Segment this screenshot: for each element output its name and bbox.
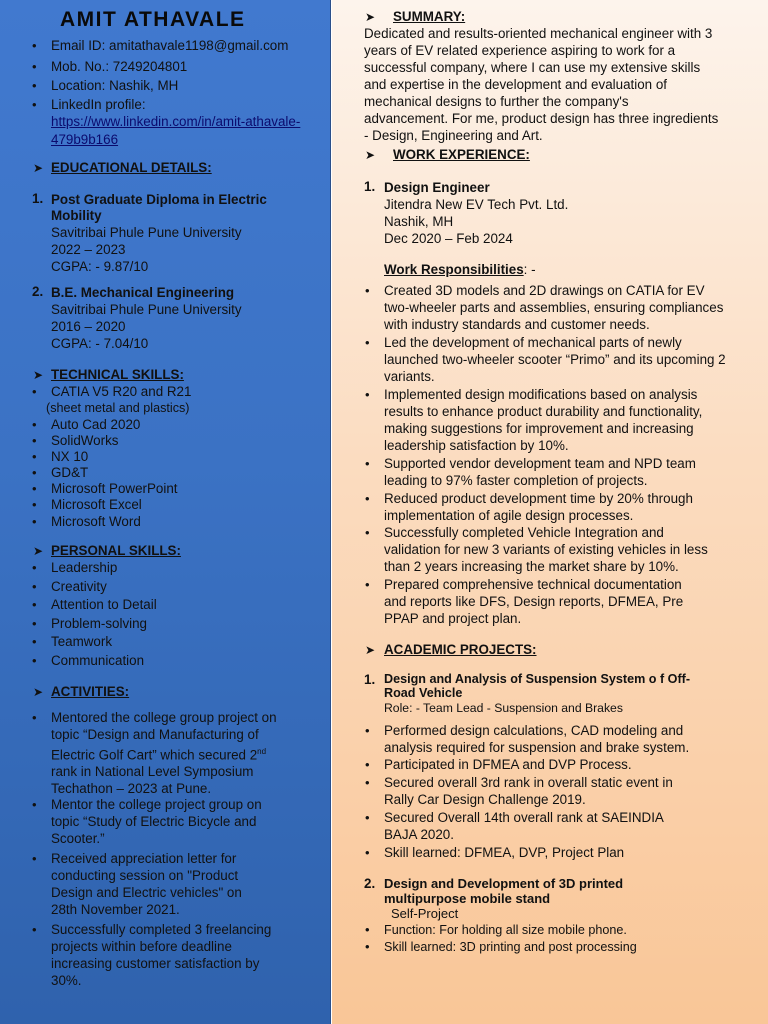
project-1-number: 1. bbox=[364, 672, 376, 687]
activity-1-line: • Mentored the college group project on bbox=[51, 710, 277, 725]
contact-location: • Location: Nashik, MH bbox=[51, 77, 178, 94]
personal-item: • Communication bbox=[51, 652, 144, 669]
personal-heading: PERSONAL SKILLS: bbox=[51, 543, 181, 558]
education-heading: EDUCATIONAL DETAILS: bbox=[51, 160, 212, 175]
activity-1-sup: nd bbox=[257, 747, 267, 756]
r2-line: launched two-wheeler scooter “Primo” and its upcoming 2 bbox=[384, 352, 726, 367]
r6-line: • Successfully completed Vehicle Integration and bbox=[384, 525, 664, 540]
edu-1-years: 2022 – 2023 bbox=[51, 242, 126, 257]
work-1 bbox=[384, 179, 764, 278]
edu-1-number: 1. bbox=[32, 191, 44, 206]
activity-item bbox=[51, 921, 307, 989]
r3-line: results to enhance product durability and functionality, bbox=[384, 404, 703, 419]
activity-1-line: Techathon – 2023 at Pune. bbox=[51, 781, 212, 797]
project-1-title-cont: Road Vehicle bbox=[384, 686, 463, 700]
activity-1-line: topic “Design and Manufacturing of bbox=[51, 727, 259, 742]
responsibility-item bbox=[384, 386, 756, 454]
summary-line: successful company, where I can use my extensive skills bbox=[364, 60, 701, 75]
company-name: Jitendra New EV Tech Pvt. Ltd. bbox=[384, 197, 569, 212]
candidate-name: AMIT ATHAVALE bbox=[60, 8, 246, 31]
work-1-number: 1. bbox=[364, 179, 376, 194]
edu-2-cgpa: CGPA: - 7.04/10 bbox=[51, 336, 149, 351]
edu-1-cgpa: CGPA: - 9.87/10 bbox=[51, 259, 149, 274]
job-dates: Dec 2020 – Feb 2024 bbox=[384, 231, 513, 246]
p1b4-line: BAJA 2020. bbox=[384, 827, 454, 842]
activity-3-line: conducting session on "Product bbox=[51, 868, 239, 883]
p1b4-line: • Secured Overall 14th overall rank at SAEINDIA bbox=[384, 810, 664, 825]
responsibility-item bbox=[384, 490, 756, 524]
project-1-header bbox=[384, 672, 764, 715]
r1-line: with industry standards and customer needs. bbox=[384, 317, 650, 332]
linkedin-link[interactable]: https://www.linkedin.com/in/amit-athavale- bbox=[51, 114, 301, 129]
job-location: Nashik, MH bbox=[384, 214, 454, 229]
edu-2 bbox=[51, 284, 321, 352]
r2-line: • Led the development of mechanical parts of newly bbox=[384, 335, 682, 350]
arrow-icon: ➤ bbox=[365, 643, 376, 657]
skill-item: • Microsoft Word bbox=[51, 513, 141, 530]
left-sidebar bbox=[0, 0, 331, 1024]
r7-line: PPAP and project plan. bbox=[384, 611, 522, 626]
responsibility-item bbox=[384, 524, 756, 575]
skill-item: • CATIA V5 R20 and R21 bbox=[51, 383, 191, 400]
project-1-role: Role: - Team Lead - Suspension and Brakes bbox=[384, 701, 623, 715]
summary-heading: SUMMARY: bbox=[393, 9, 466, 24]
activity-1-line: rank in National Level Symposium bbox=[51, 764, 254, 780]
edu-1 bbox=[51, 191, 321, 275]
edu-1-institute: Savitribai Phule Pune University bbox=[51, 225, 242, 240]
r3-line: making suggestions for improvement and increasing bbox=[384, 421, 694, 436]
r3-line: • Implemented design modifications based on analysis bbox=[384, 387, 698, 402]
summary-line: - Design, Engineering and Art. bbox=[364, 128, 543, 143]
responsibilities-suffix: : - bbox=[523, 262, 536, 277]
summary-text bbox=[364, 25, 756, 144]
activity-item bbox=[51, 796, 307, 847]
skill-item: • GD&T bbox=[51, 464, 88, 481]
personal-item: • Teamwork bbox=[51, 633, 112, 650]
skill-item: • SolidWorks bbox=[51, 432, 118, 449]
project-2-item: • Skill learned: 3D printing and post processing bbox=[384, 939, 637, 955]
r1-line: two-wheeler parts and assemblies, ensuring compliances bbox=[384, 300, 724, 315]
summary-line: years of EV related experience aspiring to work for a bbox=[364, 43, 676, 58]
skill-item-note: (sheet metal and plastics) bbox=[46, 401, 190, 415]
activity-4-line: increasing customer satisfaction by bbox=[51, 956, 260, 971]
project-2-role: Self-Project bbox=[391, 906, 459, 921]
edu-2-years: 2016 – 2020 bbox=[51, 319, 126, 334]
project-2-item: • Function: For holding all size mobile phone. bbox=[384, 922, 627, 938]
r6-line: than 2 years increasing the market share by 10%. bbox=[384, 559, 679, 574]
p1b1-line: • Performed design calculations, CAD modeling and bbox=[384, 723, 684, 738]
r5-line: implementation of agile design processes. bbox=[384, 508, 634, 523]
personal-item: • Creativity bbox=[51, 578, 107, 595]
responsibility-item bbox=[384, 334, 756, 385]
project-2-header bbox=[384, 876, 764, 921]
activity-1-line: Electric Golf Cart” which secured 2 bbox=[51, 747, 258, 763]
activity-3-line: • Received appreciation letter for bbox=[51, 851, 237, 866]
project-1-item bbox=[384, 809, 664, 843]
responsibility-item bbox=[384, 455, 756, 489]
p1b3-line: Rally Car Design Challenge 2019. bbox=[384, 792, 586, 807]
r4-line: • Supported vendor development team and NPD team bbox=[384, 456, 696, 471]
summary-line: advancement. For me, product design has three ingredients bbox=[364, 111, 719, 126]
arrow-icon: ➤ bbox=[33, 161, 44, 175]
edu-2-title: B.E. Mechanical Engineering bbox=[51, 285, 235, 300]
r7-line: and reports like DFS, Design reports, DFMEA, Pre bbox=[384, 594, 684, 609]
edu-2-number: 2. bbox=[32, 284, 44, 299]
activity-4-line: • Successfully completed 3 freelancing bbox=[51, 922, 272, 937]
main-content bbox=[332, 0, 768, 1024]
activity-3-line: 28th November 2021. bbox=[51, 902, 180, 917]
personal-item: • Leadership bbox=[51, 559, 117, 576]
activity-2-line: topic “Study of Electric Bicycle and bbox=[51, 814, 257, 829]
skill-item: • Auto Cad 2020 bbox=[51, 416, 140, 433]
edu-1-title-cont: Mobility bbox=[51, 208, 102, 223]
arrow-icon: ➤ bbox=[33, 685, 44, 699]
linkedin-link-cont[interactable]: 479b9b166 bbox=[51, 132, 119, 147]
r4-line: leading to 97% faster completion of projects. bbox=[384, 473, 648, 488]
activity-item bbox=[51, 850, 307, 918]
contact-email: • Email ID: amitathavale1198@gmail.com bbox=[51, 37, 288, 54]
summary-line: and expertise in the development and evaluation of bbox=[364, 77, 667, 92]
arrow-icon: ➤ bbox=[365, 148, 376, 162]
personal-item: • Attention to Detail bbox=[51, 596, 157, 613]
technical-list bbox=[46, 383, 321, 533]
personal-item: • Problem-solving bbox=[51, 615, 147, 632]
personal-list bbox=[51, 559, 321, 674]
r5-line: • Reduced product development time by 20% through bbox=[384, 491, 693, 506]
arrow-icon: ➤ bbox=[365, 10, 376, 24]
edu-1-title: Post Graduate Diploma in Electric bbox=[51, 192, 267, 207]
project-2-title-cont: multipurpose mobile stand bbox=[384, 891, 551, 906]
project-1-title: Design and Analysis of Suspension System o f Off- bbox=[384, 672, 691, 686]
r1-line: • Created 3D models and 2D drawings on CATIA for EV bbox=[384, 283, 705, 298]
activity-2-line: • Mentor the college project group on bbox=[51, 797, 262, 812]
work-heading: WORK EXPERIENCE: bbox=[393, 147, 530, 162]
responsibilities-label: Work Responsibilities bbox=[384, 262, 524, 277]
project-2-number: 2. bbox=[364, 876, 376, 891]
projects-heading: ACADEMIC PROJECTS: bbox=[384, 642, 537, 657]
responsibility-item bbox=[384, 282, 756, 333]
p1b3-line: • Secured overall 3rd rank in overall static event in bbox=[384, 775, 673, 790]
project-1-item: • Skill learned: DFMEA, DVP, Project Plan bbox=[384, 844, 624, 861]
r7-line: • Prepared comprehensive technical documentation bbox=[384, 577, 682, 592]
project-1-item bbox=[384, 774, 673, 808]
r2-line: variants. bbox=[384, 369, 435, 384]
activity-3-line: Design and Electric vehicles" on bbox=[51, 885, 242, 900]
activities-heading: ACTIVITIES: bbox=[51, 684, 130, 699]
r6-line: validation for new 3 variants of existing vehicles in less bbox=[384, 542, 708, 557]
project-1-item: • Participated in DFMEA and DVP Process. bbox=[384, 756, 632, 773]
summary-line: Dedicated and results-oriented mechanical engineer with 3 bbox=[364, 26, 713, 41]
activity-4-line: projects within before deadline bbox=[51, 939, 232, 954]
skill-item: • NX 10 bbox=[51, 448, 88, 465]
summary-line: mechanical designs to further the company's bbox=[364, 94, 629, 109]
activity-2-line: Scooter.” bbox=[51, 831, 105, 846]
project-2-title: Design and Development of 3D printed bbox=[384, 876, 624, 891]
activity-4-line: 30%. bbox=[51, 973, 82, 988]
arrow-icon: ➤ bbox=[33, 544, 44, 558]
p1b1-line: analysis required for suspension and brake system. bbox=[384, 740, 690, 755]
job-title: Design Engineer bbox=[384, 180, 490, 195]
arrow-icon: ➤ bbox=[33, 368, 44, 382]
edu-2-institute: Savitribai Phule Pune University bbox=[51, 302, 242, 317]
responsibility-item bbox=[384, 576, 756, 627]
contact-mobile: • Mob. No.: 7249204801 bbox=[51, 58, 187, 75]
contact-linkedin-label: • LinkedIn profile: bbox=[51, 96, 146, 113]
skill-item: • Microsoft PowerPoint bbox=[51, 480, 178, 497]
skill-item: • Microsoft Excel bbox=[51, 496, 142, 513]
r3-line: leadership satisfaction by 10%. bbox=[384, 438, 569, 453]
technical-heading: TECHNICAL SKILLS: bbox=[51, 367, 184, 382]
project-1-item bbox=[384, 722, 689, 756]
activity-item bbox=[51, 709, 307, 797]
